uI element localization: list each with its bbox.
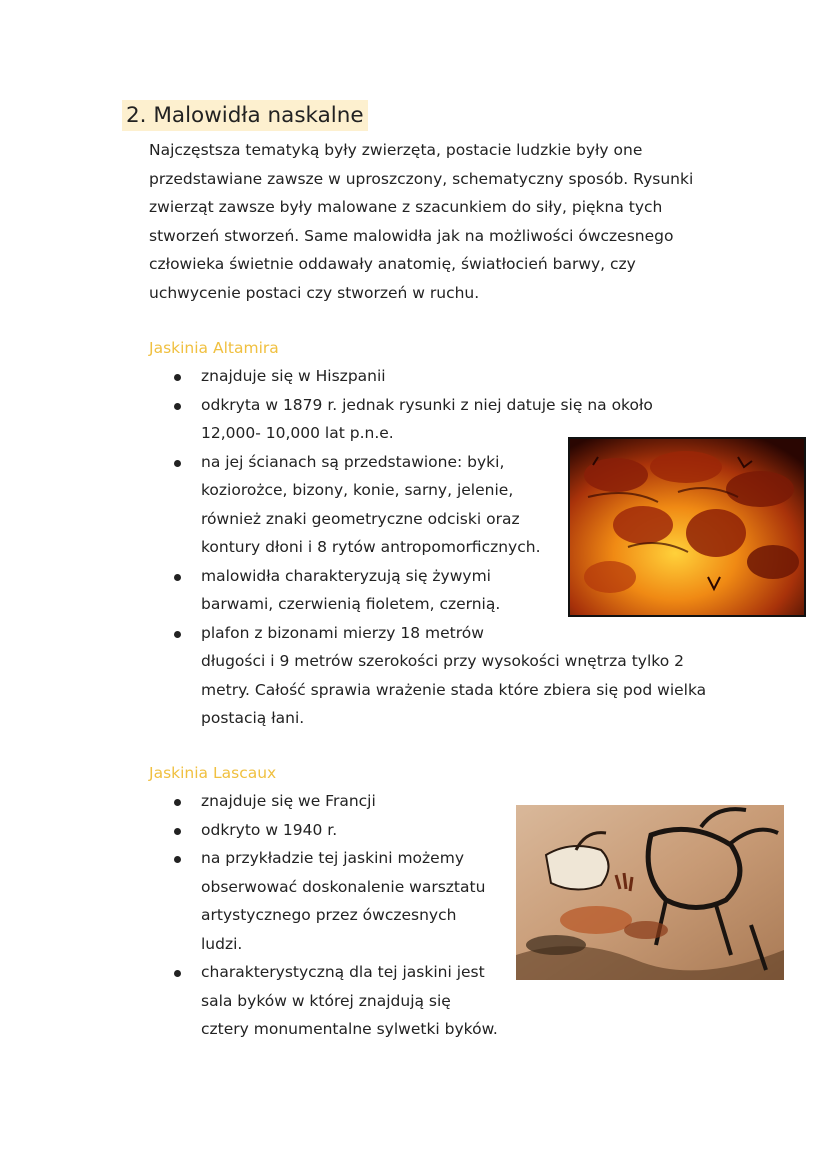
list-item-text: również znaki geometryczne odciski oraz	[201, 509, 520, 528]
list-item-text: cztery monumentalne sylwetki byków.	[201, 1020, 498, 1038]
list-item-text: na przykładzie tej jaskini możemy	[201, 849, 464, 867]
lascaux-heading: Jaskinia Lascaux	[149, 764, 277, 782]
list-item-text: plafon z bizonami mierzy 18 metrów	[201, 623, 484, 642]
list-item-text: metry. Całość sprawia wrażenie stada które zbiera się pod wielka	[201, 680, 707, 699]
list-item-text: 12,000- 10,000 lat p.n.e.	[201, 424, 394, 442]
lascaux-cave-painting-image	[516, 805, 784, 980]
page-title: 2. Malowidła naskalne	[122, 100, 368, 131]
list-item-text: koziorożce, bizony, konie, sarny, jelenie,	[201, 481, 514, 499]
list-item	[170, 958, 498, 1044]
list-item-text: długości i 9 metrów szerokości przy wysokości wnętrza tylko 2	[201, 652, 684, 670]
list-item-text: odkryto w 1940 r.	[201, 820, 338, 839]
lascaux-bullet-list	[170, 787, 498, 1044]
list-item-text: malowidła charakteryzują się żywymi	[201, 566, 491, 585]
list-item-text: charakterystyczną dla tej jaskini jest	[201, 963, 485, 981]
list-item-text: postacią łani.	[201, 709, 305, 727]
list-item-text: barwami, czerwienią fioletem, czernią.	[201, 595, 501, 613]
intro-line: przedstawiane zawsze w uproszczony, schematyczny sposób. Rysunki	[149, 169, 694, 188]
intro-line: stworzeń stworzeń. Same malowidła jak na możliwości ówczesnego	[149, 226, 674, 245]
list-item-text: znajduje się we Francji	[201, 792, 376, 810]
list-item	[170, 362, 706, 391]
intro-line: uchwycenie postaci czy stworzeń w ruchu.	[149, 283, 480, 302]
list-item-text: znajduje się w Hiszpanii	[201, 367, 386, 385]
altamira-cave-painting-image	[568, 437, 806, 617]
list-item-text: artystycznego przez ówczesnych	[201, 906, 457, 924]
list-item	[170, 844, 498, 958]
list-item	[170, 787, 498, 816]
intro-line: zwierząt zawsze były malowane z szacunkiem do siły, piękna tych	[149, 198, 663, 216]
altamira-heading: Jaskinia Altamira	[149, 339, 279, 357]
intro-paragraph	[149, 136, 769, 307]
intro-line: człowieka świetnie oddawały anatomię, światłocień barwy, czy	[149, 255, 636, 273]
intro-line: Najczęstsza tematyką były zwierzęta, postacie ludzkie były one	[149, 141, 643, 159]
list-item-text: na jej ścianach są przedstawione: byki,	[201, 452, 505, 471]
list-item-text: kontury dłoni i 8 rytów antropomorficznych.	[201, 538, 541, 556]
list-item-text: obserwować doskonalenie warsztatu	[201, 877, 486, 896]
list-item	[170, 619, 706, 733]
list-item-text: ludzi.	[201, 934, 243, 953]
list-item-text: odkryta w 1879 r. jednak rysunki z niej datuje się na około	[201, 395, 653, 414]
list-item	[170, 816, 498, 845]
list-item-text: sala byków w której znajdują się	[201, 991, 451, 1010]
